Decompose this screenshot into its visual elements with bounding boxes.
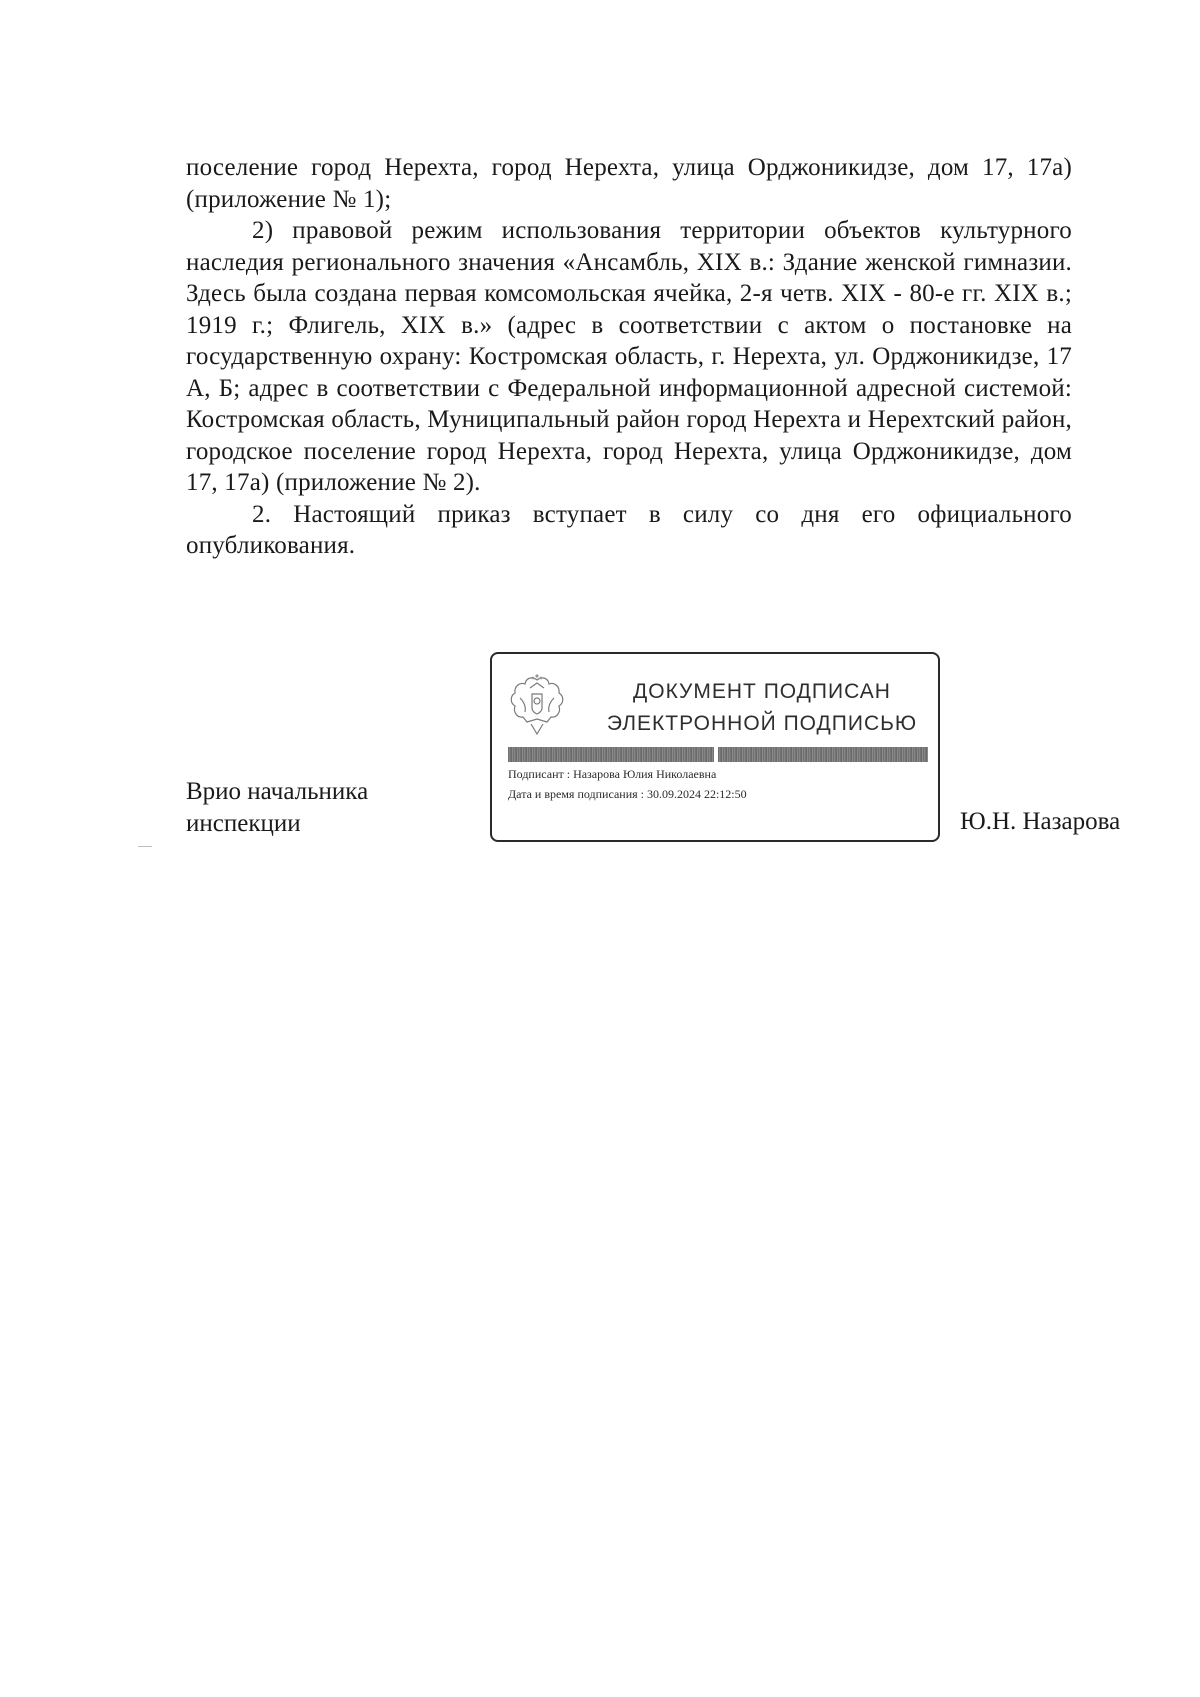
certificate-bar-right — [718, 747, 928, 762]
electronic-signature-stamp — [490, 652, 940, 842]
margin-mark — [138, 846, 152, 847]
signatory-name: Ю.Н. Назарова — [960, 808, 1121, 835]
stamp-datetime: Дата и время подписания : 30.09.2024 22:12:50 — [508, 787, 747, 801]
coat-of-arms-icon — [506, 672, 568, 742]
stamp-title-line-2: ЭЛЕКТРОННОЙ ПОДПИСЬЮ — [606, 712, 918, 735]
paragraph-continuation: поселение город Нерехта, город Нерехта, улица Орджоникидзе, дом 17, 17а) (приложение № 1); — [186, 154, 1072, 213]
position-line-1: Врио начальника — [186, 778, 369, 805]
certificate-bar-left — [508, 747, 714, 762]
paragraph-item-2: 2) правовой режим использования территории объектов культурного наследия регионального значения «Ансамбль, XIX в.: Здание женской гимназии. Здесь была создана первая комсомольская ячейка, 2-я четв. XIX - 80-е гг. XIX в.; 1919 г.; Флигель, XIX в.» (адрес в соответствии с актом о постановке на государственную охрану: Костромская область, г. Нерехта, ул. Орджоникидзе, 17 А, Б; адрес в соответствии с Федеральной информационной адресной системой: Костромская область, Муниципальный район город Нерехта и Нерехтский район, городское поселение город Нерехта, город Нерехта, улица Орджоникидзе, дом 17, 17а) (приложение № 2). — [186, 217, 1072, 496]
signatory-position — [186, 776, 368, 840]
stamp-title-line-1: ДОКУМЕНТ ПОДПИСАН — [633, 680, 891, 703]
stamp-signer: Подписант : Назарова Юлия Николаевна — [508, 767, 717, 781]
body-text — [186, 152, 1072, 562]
stamp-title — [592, 676, 932, 740]
position-line-2: инспекции — [186, 810, 301, 837]
paragraph-effective-date: 2. Настоящий приказ вступает в силу со дня его официального опубликования. — [186, 500, 1072, 559]
